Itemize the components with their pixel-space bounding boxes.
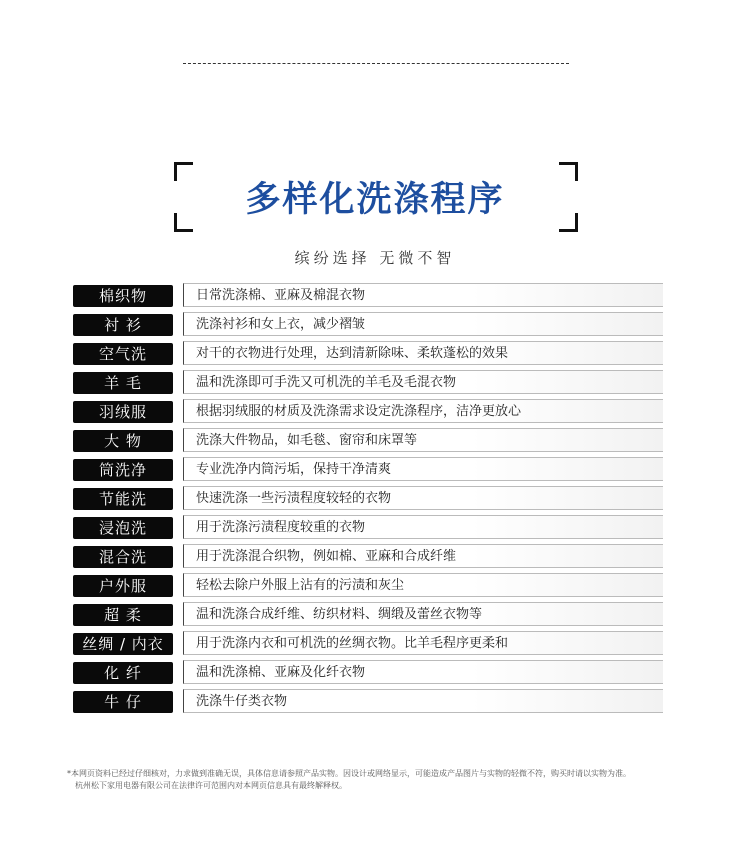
disclaimer-line: 杭州松下家用电器有限公司在法律许可范围内对本网页信息具有最终解释权。 (75, 781, 347, 790)
program-label: 混合洗 (73, 546, 173, 568)
program-label: 羽绒服 (73, 401, 173, 423)
program-description: 洗涤牛仔类衣物 (183, 689, 663, 713)
program-description: 用于洗涤混合织物，例如棉、亚麻和合成纤维 (183, 544, 663, 568)
program-label: 户外服 (73, 575, 173, 597)
program-label: 筒洗净 (73, 459, 173, 481)
program-description: 用于洗涤内衣和可机洗的丝绸衣物。比羊毛程序更柔和 (183, 631, 663, 655)
program-label: 空气洗 (73, 343, 173, 365)
program-description: 温和洗涤合成纤维、纺织材料、绸缎及蕾丝衣物等 (183, 602, 663, 626)
program-description: 温和洗涤即可手洗又可机洗的羊毛及毛混衣物 (183, 370, 663, 394)
program-label: 羊 毛 (73, 372, 173, 394)
program-description: 专业洗净内筒污垢，保持干净清爽 (183, 457, 663, 481)
program-description: 用于洗涤污渍程度较重的衣物 (183, 515, 663, 539)
program-description: 轻松去除户外服上沾有的污渍和灰尘 (183, 573, 663, 597)
disclaimer-line: *本网页资料已经过仔细核对，力求做到准确无误，具体信息请参照产品实物。因设计或网络显示，可能造成产品图片与实物的轻微不符，购买时请以实物为准。 (67, 769, 631, 778)
program-description: 洗涤大件物品，如毛毯、窗帘和床罩等 (183, 428, 663, 452)
program-description: 快速洗涤一些污渍程度较轻的衣物 (183, 486, 663, 510)
disclaimer-footnote (67, 768, 687, 792)
program-description: 洗涤衬衫和女上衣，减少褶皱 (183, 312, 663, 336)
program-label: 大 物 (73, 430, 173, 452)
program-label: 丝绸 / 内衣 (73, 633, 173, 655)
program-description: 温和洗涤棉、亚麻及化纤衣物 (183, 660, 663, 684)
program-label: 浸泡洗 (73, 517, 173, 539)
program-description: 日常洗涤棉、亚麻及棉混衣物 (183, 283, 663, 307)
program-label: 棉织物 (73, 285, 173, 307)
program-label: 牛 仔 (73, 691, 173, 713)
top-dashed-divider (183, 63, 569, 64)
page-title: 多样化洗涤程序 (245, 180, 505, 220)
program-label: 节能洗 (73, 488, 173, 510)
program-label: 超 柔 (73, 604, 173, 626)
program-description: 根据羽绒服的材质及洗涤需求设定洗涤程序，洁净更放心 (183, 399, 663, 423)
page-subtitle: 缤纷选择 无微不智 (294, 249, 456, 267)
program-label: 化 纤 (73, 662, 173, 684)
program-description: 对干的衣物进行处理，达到清新除味、柔软蓬松的效果 (183, 341, 663, 365)
program-label: 衬 衫 (73, 314, 173, 336)
